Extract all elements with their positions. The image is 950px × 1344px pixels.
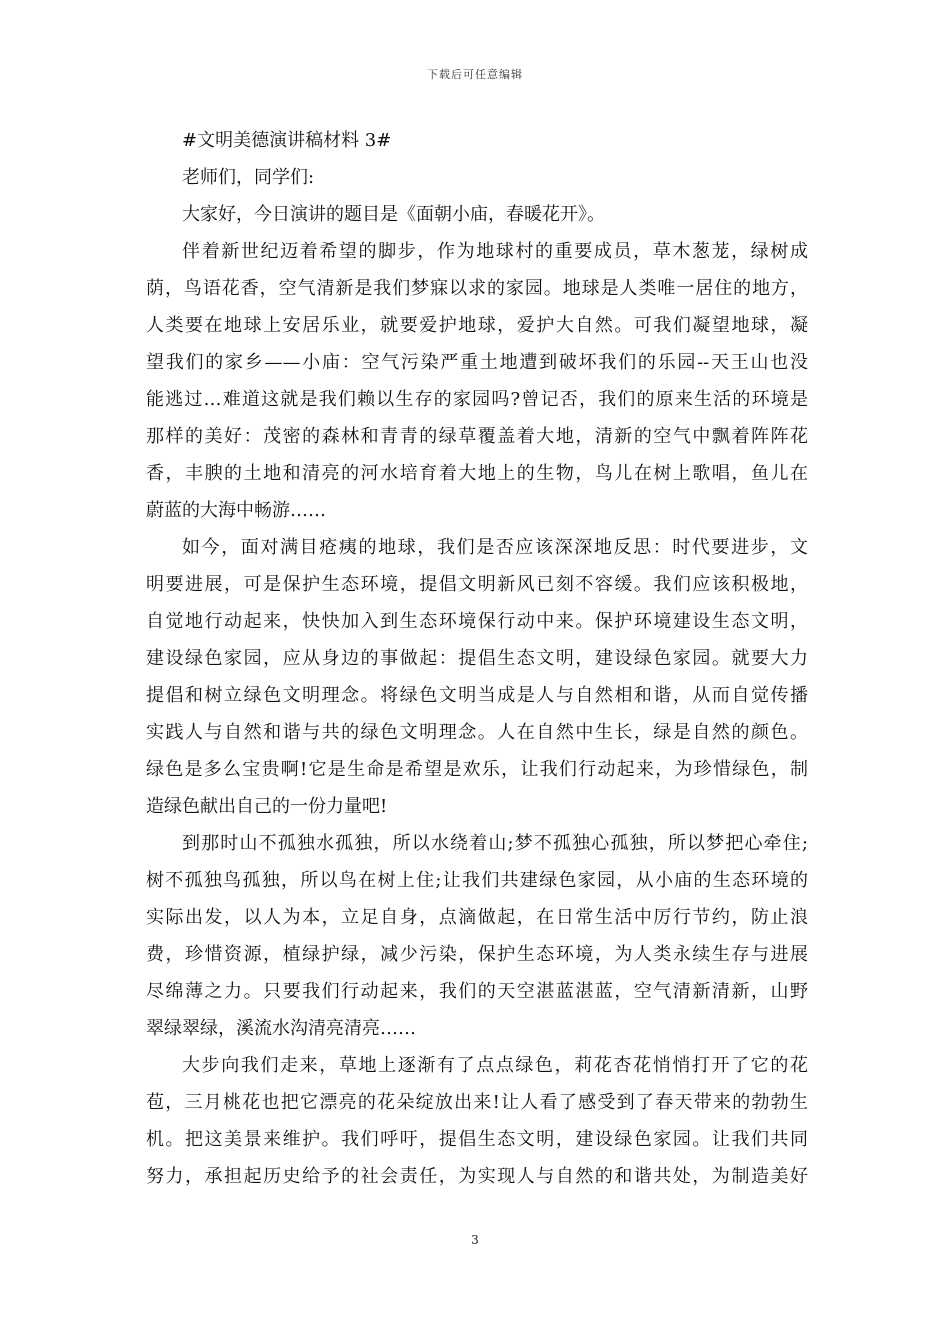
paragraph-line: 望我们的家乡——小庙：空气污染严重土地遭到破坏我们的乐园--天王山也没 [146, 352, 808, 373]
paragraph-line: 香，丰腴的土地和清亮的河水培育着大地上的生物，鸟儿在树上歌唱，鱼儿在 [146, 463, 808, 484]
paragraph-line: 树不孤独鸟孤独，所以鸟在树上住;让我们共建绿色家园，从小庙的生态环境的 [146, 870, 808, 891]
paragraph-line: 自觉地行动起来，快快加入到生态环境保行动中来。保护环境建设生态文明， [146, 611, 808, 632]
document-body [146, 126, 808, 1199]
paragraph-2 [146, 533, 808, 822]
paragraph-line: 到那时山不孤独水孤独，所以水绕着山;梦不孤独心孤独，所以梦把心牵住; [182, 833, 808, 854]
paragraph-line: 绿色是多么宝贵啊!它是生命是希望是欢乐，让我们行动起来，为珍惜绿色，制 [146, 759, 808, 780]
paragraph-line: 荫，鸟语花香，空气清新是我们梦寐以求的家园。地球是人类唯一居住的地方， [146, 278, 808, 299]
document-title: #文明美德演讲稿材料 3# [182, 130, 392, 151]
paragraph-line: 苞，三月桃花也把它漂亮的花朵绽放出来!让人看了感受到了春天带来的勃勃生 [146, 1092, 808, 1113]
paragraph-line: 人类要在地球上安居乐业，就要爱护地球，爱护大自然。可我们凝望地球，凝 [146, 315, 808, 336]
paragraph-line: 机。把这美景来维护。我们呼吁，提倡生态文明，建设绿色家园。让我们共同 [146, 1129, 808, 1150]
paragraph-1 [146, 237, 808, 526]
paragraph-line: 费，珍惜资源，植绿护绿，减少污染，保护生态环境，为人类永续生存与进展 [146, 944, 808, 965]
paragraph-line: 翠绿翠绿，溪流水沟清亮清亮…… [146, 1018, 416, 1039]
page-header: 下载后可任意编辑 [427, 68, 523, 81]
paragraph-line: 努力，承担起历史给予的社会责任，为实现人与自然的和谐共处，为制造美好 [146, 1166, 808, 1187]
paragraph-line: 实际出发，以人为本，立足自身，点滴做起，在日常生活中厉行节约，防止浪 [146, 907, 808, 928]
page-number: 3 [471, 1233, 479, 1247]
paragraph-line: 明要进展，可是保护生态环境，提倡文明新风已刻不容缓。我们应该积极地， [146, 574, 808, 595]
paragraph-line: 提倡和树立绿色文明理念。将绿色文明当成是人与自然相和谐，从而自觉传播 [146, 685, 808, 706]
paragraph-4 [146, 1051, 808, 1192]
paragraph-line: 能逃过…难道这就是我们赖以生存的家园吗?曾记否，我们的原来生活的环境是 [146, 389, 808, 410]
opening-line: 大家好，今日演讲的题目是《面朝小庙，春暖花开》。 [182, 204, 605, 225]
paragraph-line: 蔚蓝的大海中畅游…… [146, 500, 326, 521]
paragraph-line: 伴着新世纪迈着希望的脚步，作为地球村的重要成员，草木葱茏，绿树成 [182, 241, 808, 262]
paragraph-line: 大步向我们走来，草地上逐渐有了点点绿色，莉花杏花悄悄打开了它的花 [182, 1055, 808, 1076]
paragraph-line: 实践人与自然和谐与共的绿色文明理念。人在自然中生长，绿是自然的颜色。 [146, 722, 808, 743]
paragraph-line: 那样的美好：茂密的森林和青青的绿草覆盖着大地，清新的空气中飘着阵阵花 [146, 426, 808, 447]
paragraph-line: 如今，面对满目疮痍的地球，我们是否应该深深地反思：时代要进步，文 [182, 537, 808, 558]
paragraph-line: 尽绵薄之力。只要我们行动起来，我们的天空湛蓝湛蓝，空气清新清新，山野 [146, 981, 808, 1002]
paragraph-line: 建设绿色家园，应从身边的事做起：提倡生态文明，建设绿色家园。就要大力 [146, 648, 808, 669]
salutation: 老师们，同学们: [182, 167, 315, 188]
paragraph-3 [146, 829, 808, 1044]
paragraph-line: 造绿色献出自己的一份力量吧! [146, 796, 388, 817]
